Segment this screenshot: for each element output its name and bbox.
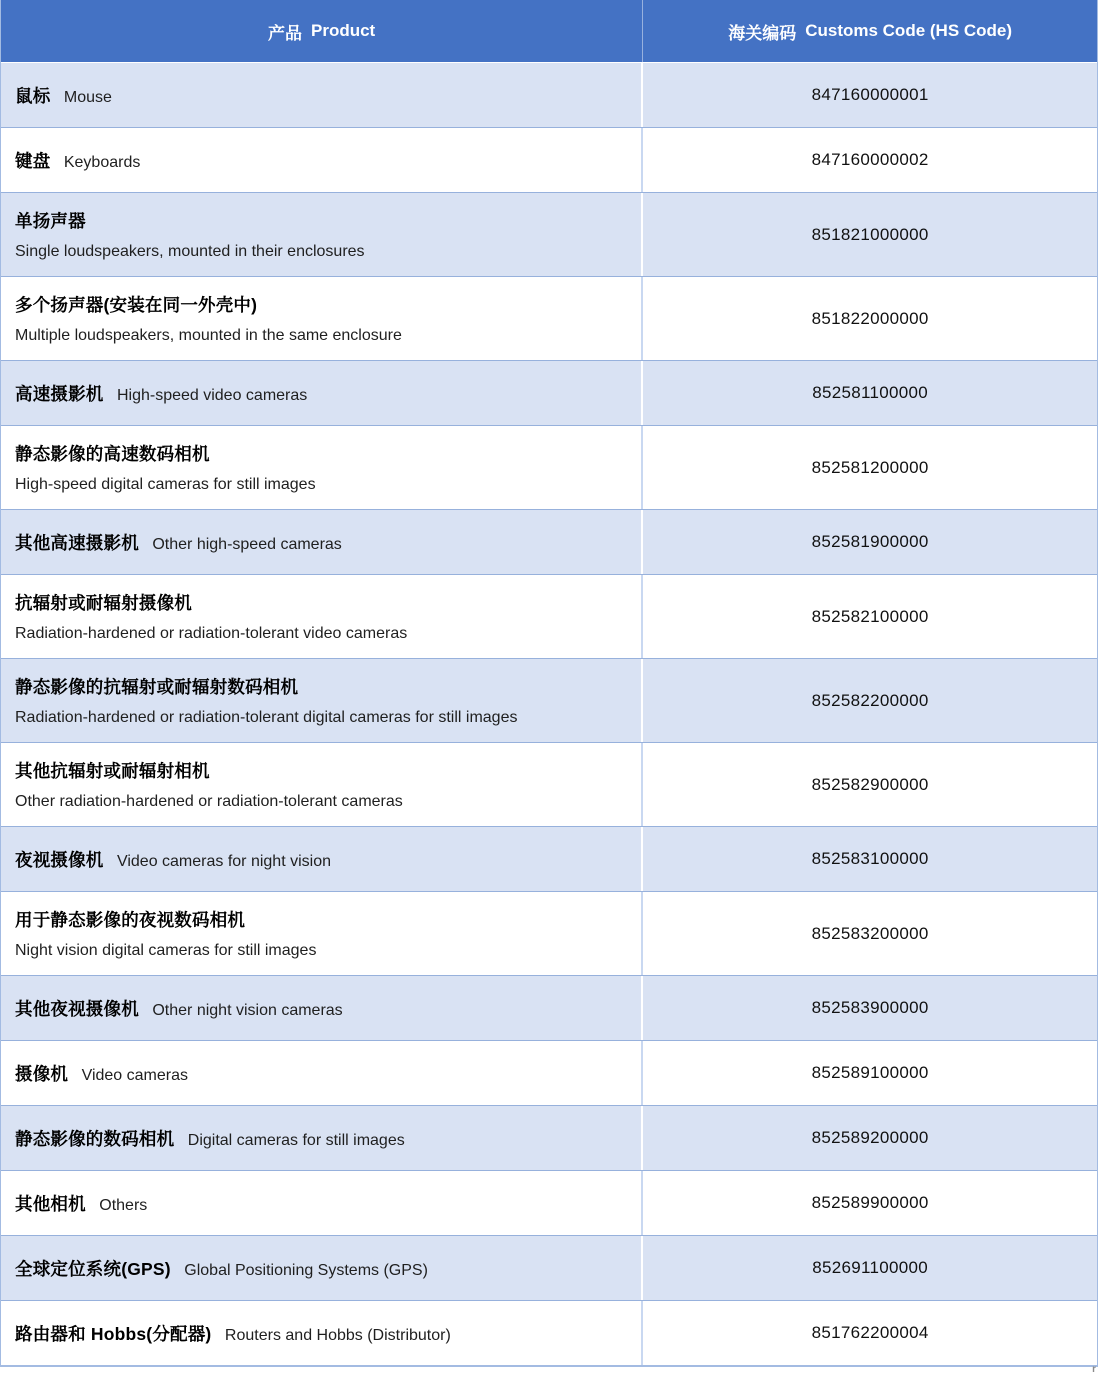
product-name [15, 1191, 623, 1216]
customs-code-cell: 852583900000 [811, 998, 929, 1017]
table-row [1, 742, 1097, 826]
customs-code-cell: 847160000001 [811, 85, 929, 104]
product-cell [1, 1236, 643, 1300]
customs-code-cell: 852583200000 [811, 923, 929, 943]
product-name-zh: 用于静态影像的夜视数码相机 [15, 910, 246, 930]
customs-code-cell: 852583100000 [811, 849, 929, 868]
product-name [15, 381, 623, 406]
product-name-zh: 夜视摄像机 [15, 849, 104, 870]
table-row [1, 1040, 1097, 1105]
column-header-product [1, 0, 643, 62]
product-name-zh: 其他抗辐射或耐辐射相机 [15, 761, 210, 781]
product-cell [1, 426, 643, 509]
customs-code-cell: 852691100000 [812, 1258, 929, 1277]
product-name-en: Others [99, 1196, 148, 1214]
product-cell [1, 892, 643, 975]
product-name-en: Global Positioning Systems (GPS) [184, 1261, 428, 1279]
product-name-zh: 全球定位系统(GPS) [15, 1258, 171, 1279]
product-name-en: Other radiation-hardened or radiation-tolerant cameras [15, 793, 403, 810]
table-row [1, 192, 1097, 276]
product-name [15, 847, 623, 872]
product-name [15, 1061, 623, 1086]
table-row [1, 1300, 1097, 1365]
product-name-en: High-speed digital cameras for still images [15, 476, 316, 493]
product-name-zh: 其他夜视摄像机 [15, 998, 139, 1019]
table-row [1, 509, 1097, 574]
product-name-en: Keyboards [63, 153, 141, 171]
customs-code-cell: 852582100000 [811, 606, 929, 626]
product-name-zh: 静态影像的高速数码相机 [15, 444, 210, 464]
customs-code-cell: 852589200000 [811, 1128, 929, 1147]
product-name-en: Digital cameras for still images [187, 1131, 405, 1149]
column-header-product-zh: 产品 [268, 23, 302, 43]
column-header-customs-code [643, 0, 1097, 62]
product-name [15, 907, 623, 960]
product-name-en: Other night vision cameras [152, 1001, 343, 1019]
table-row [1, 62, 1097, 127]
product-name-zh: 其他相机 [15, 1193, 86, 1214]
product-cell [1, 193, 643, 276]
table-row [1, 1170, 1097, 1235]
table-row [1, 360, 1097, 425]
customs-code-cell: 852581200000 [811, 457, 929, 477]
table-row [1, 276, 1097, 360]
product-cell [1, 361, 643, 425]
product-name [15, 674, 623, 727]
product-name-en: Video cameras for night vision [116, 852, 331, 870]
product-name-zh: 高速摄影机 [15, 383, 104, 404]
product-name-en: Mouse [63, 88, 112, 106]
product-name-zh: 静态影像的抗辐射或耐辐射数码相机 [15, 677, 299, 697]
product-name-zh: 摄像机 [15, 1063, 69, 1084]
table-row [1, 658, 1097, 742]
product-cell [1, 128, 643, 192]
product-cell [1, 827, 643, 891]
table-row [1, 826, 1097, 891]
table-row [1, 574, 1097, 658]
table-row [1, 425, 1097, 509]
customs-code-cell: 847160000002 [811, 150, 929, 169]
product-name [15, 441, 623, 494]
product-name-en: High-speed video cameras [116, 386, 308, 404]
customs-code-cell: 852582900000 [811, 774, 929, 794]
product-name-en: Routers and Hobbs (Distributor) [224, 1326, 451, 1344]
product-name-en: Night vision digital cameras for still images [15, 942, 317, 959]
product-name-zh: 抗辐射或耐辐射摄像机 [15, 593, 192, 613]
product-name-zh: 路由器和 Hobbs(分配器) [15, 1323, 212, 1344]
product-cell [1, 1106, 643, 1170]
product-name [15, 148, 623, 173]
customs-code-cell: 852581100000 [812, 383, 929, 402]
product-name-zh: 鼠标 [15, 85, 51, 106]
customs-code-cell: 851821000000 [811, 224, 929, 244]
product-name [15, 292, 623, 345]
customs-code-cell: 851762200004 [811, 1323, 929, 1342]
product-cell [1, 1301, 643, 1365]
product-cell [1, 277, 643, 360]
table-header [1, 0, 1097, 62]
product-name-zh: 多个扬声器(安装在同一外壳中) [15, 295, 258, 315]
column-header-product-en: Product [311, 21, 376, 40]
product-cell [1, 1171, 643, 1235]
product-name-en: Video cameras [81, 1066, 188, 1084]
product-name [15, 1126, 623, 1151]
customs-code-cell: 851822000000 [811, 308, 929, 328]
product-name-zh: 单扬声器 [15, 211, 86, 231]
product-name [15, 208, 623, 261]
product-name-en: Other high-speed cameras [152, 535, 342, 553]
customs-code-cell: 852589900000 [811, 1193, 929, 1212]
product-name [15, 83, 623, 108]
product-cell [1, 63, 643, 127]
table-body [1, 62, 1097, 1365]
product-name [15, 996, 623, 1021]
product-cell [1, 743, 643, 826]
table-row [1, 127, 1097, 192]
product-name-en: Multiple loudspeakers, mounted in the same enclosure [15, 327, 402, 344]
product-name-zh: 静态影像的数码相机 [15, 1128, 175, 1149]
product-cell [1, 575, 643, 658]
table-row [1, 1235, 1097, 1300]
product-name-en: Radiation-hardened or radiation-tolerant video cameras [15, 625, 408, 642]
corner-artifact: r [1092, 1364, 1096, 1375]
customs-code-cell: 852582200000 [811, 690, 929, 710]
product-cell [1, 1041, 643, 1105]
product-name [15, 530, 623, 555]
product-name-zh: 键盘 [15, 150, 51, 171]
table-row [1, 891, 1097, 975]
product-name-en: Single loudspeakers, mounted in their enclosures [15, 243, 365, 260]
product-cell [1, 976, 643, 1040]
product-name [15, 758, 623, 811]
product-name [15, 1321, 623, 1346]
table-row [1, 975, 1097, 1040]
product-cell [1, 659, 643, 742]
customs-code-cell: 852581900000 [811, 532, 929, 551]
product-name [15, 1256, 623, 1281]
product-name-en: Radiation-hardened or radiation-tolerant digital cameras for still images [15, 709, 518, 726]
product-name-zh: 其他高速摄影机 [15, 532, 139, 553]
product-cell [1, 510, 643, 574]
column-header-code-en: Customs Code (HS Code) [805, 21, 1013, 40]
product-name [15, 590, 623, 643]
customs-code-cell: 852589100000 [811, 1063, 929, 1082]
table-row [1, 1105, 1097, 1170]
column-header-code-zh: 海关编码 [728, 23, 797, 43]
